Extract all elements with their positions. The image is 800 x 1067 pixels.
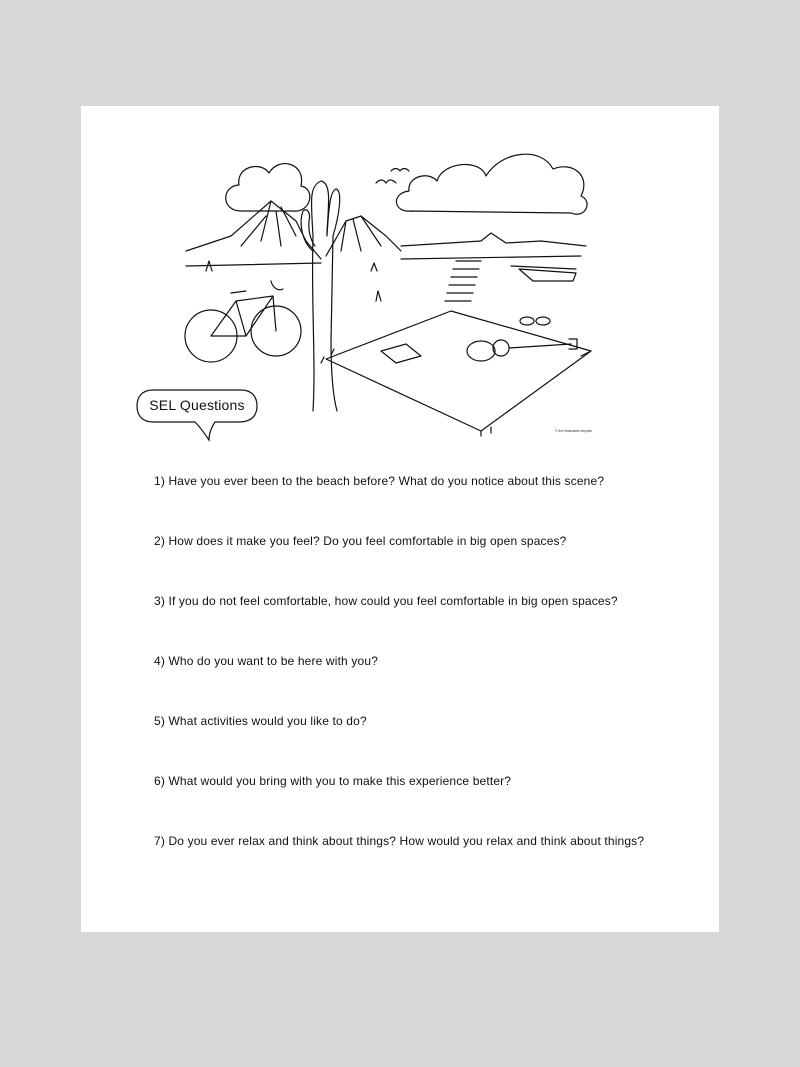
boat-icon	[511, 266, 576, 281]
worksheet-page	[81, 106, 719, 932]
question-item: 5) What activities would you like to do?	[154, 714, 367, 728]
sandals-icon	[520, 317, 550, 325]
book-icon	[381, 344, 421, 363]
bubble-label: SEL Questions	[149, 397, 245, 413]
question-list	[154, 474, 694, 894]
question-item: 6) What would you bring with you to make this experience better?	[154, 774, 512, 788]
blanket-icon	[321, 311, 591, 436]
clouds-icon	[226, 154, 587, 214]
question-item: 2) How does it make you feel? Do you feel comfortable in big open spaces?	[154, 534, 567, 548]
question-item: 4) Who do you want to be here with you?	[154, 654, 378, 668]
question-item: 1) Have you ever been to the beach before? What do you notice about this scene?	[154, 474, 605, 488]
question-item: 7) Do you ever relax and think about things? How would you relax and think about things?	[154, 834, 645, 848]
sel-questions-bubble	[135, 388, 259, 442]
illustration-credit: © the illustrated empath	[555, 429, 593, 433]
bicycle-icon	[185, 281, 301, 362]
question-item: 3) If you do not feel comfortable, how could you feel comfortable in big open spaces?	[154, 594, 618, 608]
birds-icon	[376, 169, 409, 184]
cactus-icon	[301, 181, 340, 411]
